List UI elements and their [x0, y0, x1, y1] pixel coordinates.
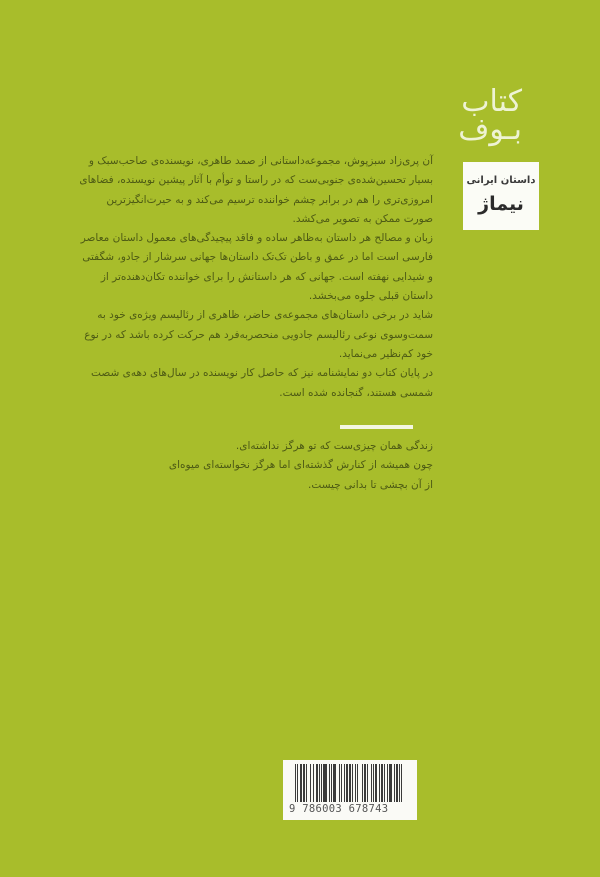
publisher-brand-wordmark [432, 84, 522, 147]
isbn-barcode [283, 760, 417, 820]
blurb-paragraph-1: آن پری‌زاد سبزپوش، مجموعه‌داستانی از صمد طاهری، نویسنده‌ی صاحب‌سبک و بسیار تحسین‌شده‌ی جنوبی‌ست که در راستا و توأم با آثار پیشین نویسنده، فضاهای امروزی‌تری را هم در برابر چشم خواننده ترسیم می‌کند و به حیرت‌انگیزترین صورت ممکن به تصویر می‌کشد. [79, 155, 433, 225]
isbn-number: 9 786003 678743 [289, 803, 389, 815]
series-label: داستان ایرانی [466, 175, 536, 186]
blurb-paragraph-3: شاید در برخی داستان‌های مجموعه‌ی حاضر، ظاهری از رئالیسم ویژه‌ی خود به سمت‌وسوی نوعی رئالیسم جادویی منحصربه‌فرد هم حرکت کرده باشد که در نوع خود کم‌نظیر می‌نماید. [84, 309, 433, 360]
barcode-bars [295, 764, 411, 802]
brand-line-1: کتاب [461, 84, 522, 119]
brand-line-2: بـوف [458, 112, 522, 147]
book-blurb [78, 152, 433, 403]
quote-line-3: از آن بچشی تا بدانی چیست. [308, 478, 433, 491]
section-divider [340, 425, 413, 429]
quote-line-2: چون همیشه از کنارش گذشته‌ای اما هرگز نخواسته‌ای میوه‌ای [168, 459, 433, 472]
barcode-bar [401, 764, 402, 802]
quote-line-1: زندگی همان چیزی‌ست که تو هرگز نداشته‌ای. [235, 440, 433, 452]
imprint-logo-box [463, 162, 539, 230]
book-quote [78, 437, 433, 495]
imprint-logo: نیماژ [478, 193, 524, 215]
blurb-paragraph-4: در پایان کتاب دو نمایشنامه نیز که حاصل کار نویسنده در سال‌های دهه‌ی شصت شمسی هستند، گنجانده شده است. [91, 367, 433, 399]
blurb-paragraph-2: زبان و مصالح هر داستان به‌ظاهر ساده و فاقد پیچیدگی‌های معمول داستان معاصر فارسی است اما در عمق و باطن تک‌تک داستان‌ها جهانی سرشار از جادو، شگفتی و شیدایی نهفته است. جهانی که هر داستانش را برای خواننده تکان‌دهنده‌تر از داستان قبلی جلوه می‌بخشد. [80, 232, 433, 303]
